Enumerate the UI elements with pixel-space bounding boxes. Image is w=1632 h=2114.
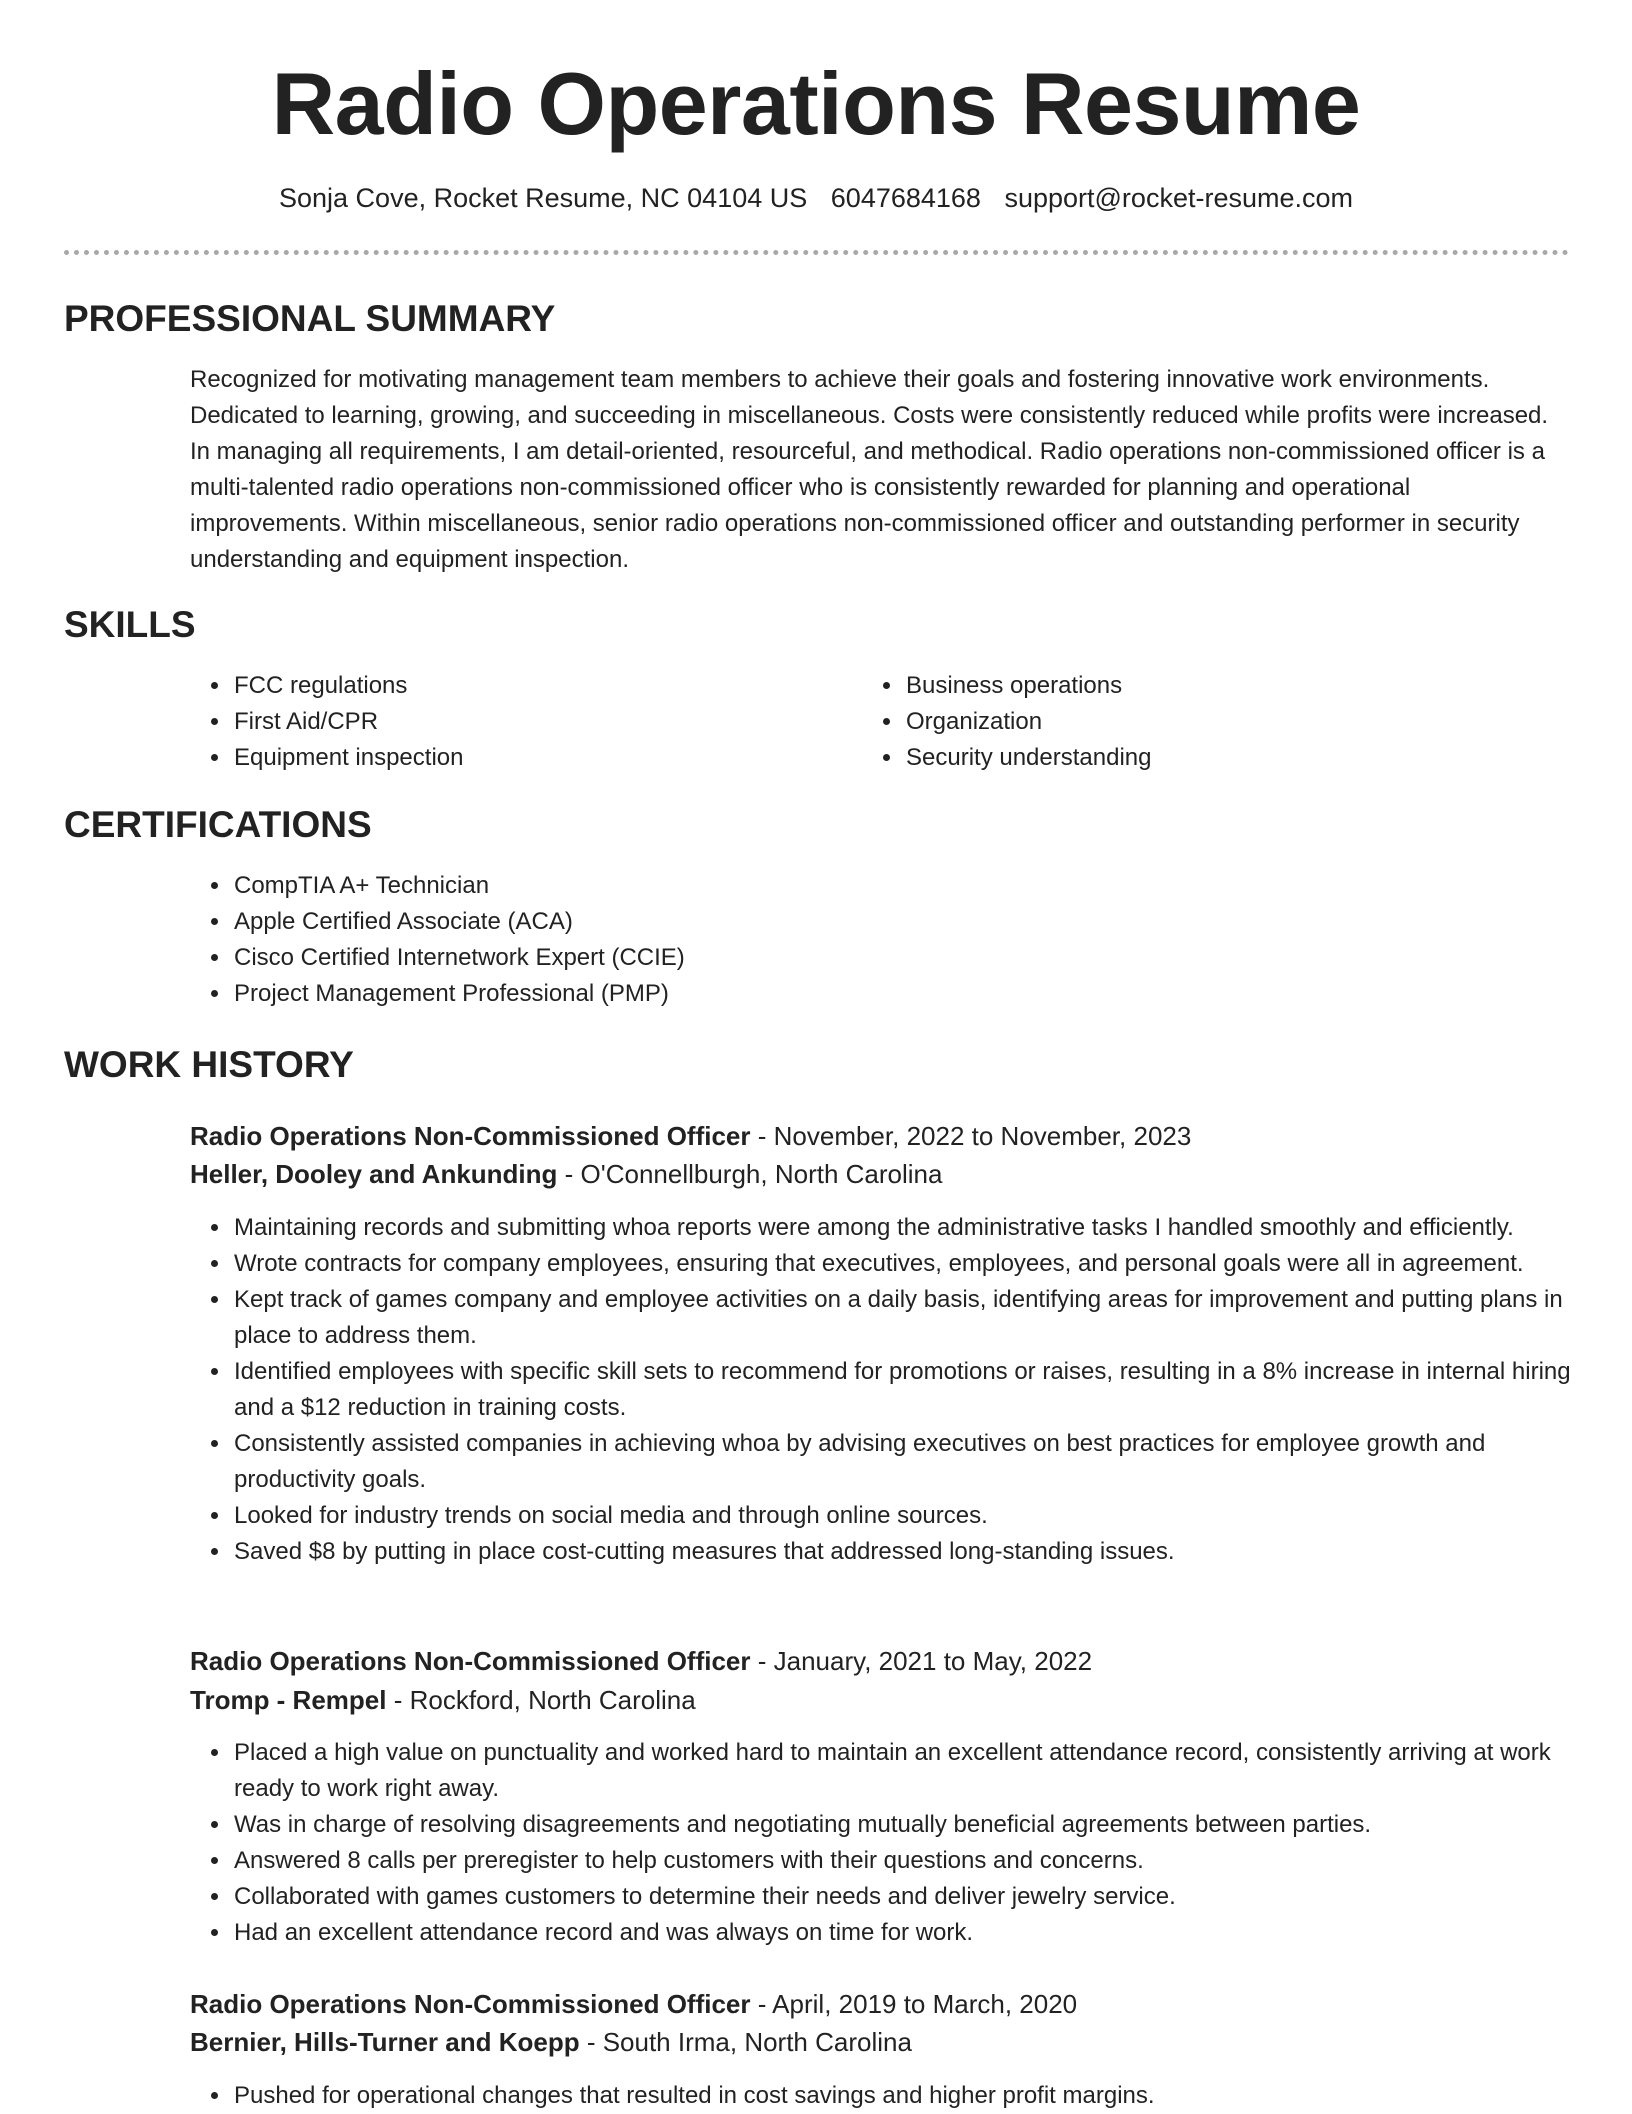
job-title-line — [190, 1985, 1570, 2023]
job-role: Radio Operations Non-Commissioned Officer — [190, 1121, 751, 1151]
skill-item: • Equipment inspection — [232, 740, 852, 776]
contact-phone: 6047684168 — [830, 183, 981, 213]
job-bullets — [190, 1735, 1612, 1951]
skill-item: • Organization — [904, 704, 1524, 740]
section-title-certifications: CERTIFICATIONS — [64, 804, 372, 845]
skills-list-left — [190, 668, 852, 776]
job-dates: - April, 2019 to March, 2020 — [750, 1989, 1078, 2019]
job-bullet: • Consistently assisted companies in achieving whoa by advising executives on best practices for employee growth and productivity goals. — [232, 1426, 1612, 1498]
job-bullet: • Maintaining records and submitting whoa reports were among the administrative tasks I handled smoothly and efficiently. — [232, 1210, 1612, 1246]
contact-line — [0, 180, 1632, 216]
header-divider — [64, 250, 1569, 255]
job-location: - South Irma, North Carolina — [579, 2027, 912, 2057]
job-role: Radio Operations Non-Commissioned Officer — [190, 1989, 751, 2019]
skill-item: • Business operations — [904, 668, 1524, 704]
contact-email: support@rocket-resume.com — [1004, 183, 1353, 213]
job-company-line — [190, 2023, 1570, 2061]
certification-item: • Apple Certified Associate (ACA) — [232, 904, 1532, 940]
section-title-skills: SKILLS — [64, 604, 196, 645]
skill-item: • FCC regulations — [232, 668, 852, 704]
section-title-work-history: WORK HISTORY — [64, 1044, 354, 1085]
job-bullet: • Identified employees with specific skill sets to recommend for promotions or raises, resulting in a 8% increase in internal hiring and a $12 reduction in training costs. — [232, 1354, 1612, 1426]
job-bullet: • Saved $8 by putting in place cost-cutting measures that addressed long-standing issues. — [232, 1534, 1612, 1570]
job-company-line — [190, 1155, 1570, 1193]
job-location: - Rockford, North Carolina — [386, 1685, 696, 1715]
job-dates: - November, 2022 to November, 2023 — [750, 1121, 1192, 1151]
job-company: Heller, Dooley and Ankunding — [190, 1159, 558, 1189]
job-company: Bernier, Hills-Turner and Koepp — [190, 2027, 580, 2057]
section-title-summary: PROFESSIONAL SUMMARY — [64, 298, 556, 339]
job-bullet: • Answered 8 calls per preregister to help customers with their questions and concerns. — [232, 1843, 1612, 1879]
job-bullet: • Placed a high value on punctuality and worked hard to maintain an excellent attendance record, consistently arriving at work ready to work right away. — [232, 1735, 1612, 1807]
skill-item: • First Aid/CPR — [232, 704, 852, 740]
certification-item: • Project Management Professional (PMP) — [232, 976, 1532, 1012]
skills-list-right — [862, 668, 1524, 776]
resume-title: Radio Operations Resume — [271, 54, 1361, 153]
job-dates: - January, 2021 to May, 2022 — [750, 1646, 1093, 1676]
job-role: Radio Operations Non-Commissioned Officer — [190, 1646, 751, 1676]
job-bullet: • Looked for industry trends on social media and through online sources. — [232, 1498, 1612, 1534]
job-bullet: • Wrote contracts for company employees, ensuring that executives, employees, and personal goals were all in agreement. — [232, 1246, 1612, 1282]
summary-text: Recognized for motivating management team members to achieve their goals and fostering innovative work environments. Dedicated to learning, growing, and succeeding in miscellaneous. Costs were consistently reduced while profits were increased. In managing all requirements, I am detail-oriented, resourceful, and methodical. Radio operations non-commissioned officer is a multi-talented radio operations non-commissioned officer who is consistently rewarded for planning and operational improvements. Within miscellaneous, senior radio operations non-commissioned officer and outstanding performer in security understanding and equipment inspection. — [190, 366, 1549, 573]
job-company-line — [190, 1681, 1570, 1719]
job-bullets — [190, 1210, 1612, 1570]
job-bullets — [190, 2078, 1612, 2114]
job-bullet: • Pushed for operational changes that resulted in cost savings and higher profit margins. — [232, 2078, 1612, 2114]
job-bullet: • Collaborated with games customers to determine their needs and deliver jewelry service. — [232, 1879, 1612, 1915]
job-bullet: • Kept track of games company and employee activities on a daily basis, identifying areas for improvement and putting plans in place to address them. — [232, 1282, 1612, 1354]
job-bullet: • Was in charge of resolving disagreements and negotiating mutually beneficial agreements between parties. — [232, 1807, 1612, 1843]
certification-item: • Cisco Certified Internetwork Expert (CCIE) — [232, 940, 1532, 976]
certification-item: • CompTIA A+ Technician — [232, 868, 1532, 904]
job-company: Tromp - Rempel — [190, 1685, 387, 1715]
job-title-line — [190, 1642, 1570, 1680]
certifications-list — [190, 868, 1532, 1012]
job-bullet: • Had an excellent attendance record and was always on time for work. — [232, 1915, 1612, 1951]
job-location: - O'Connellburgh, North Carolina — [557, 1159, 943, 1189]
skill-item: • Security understanding — [904, 740, 1524, 776]
contact-address: Sonja Cove, Rocket Resume, NC 04104 US — [279, 183, 808, 213]
job-title-line — [190, 1117, 1570, 1155]
